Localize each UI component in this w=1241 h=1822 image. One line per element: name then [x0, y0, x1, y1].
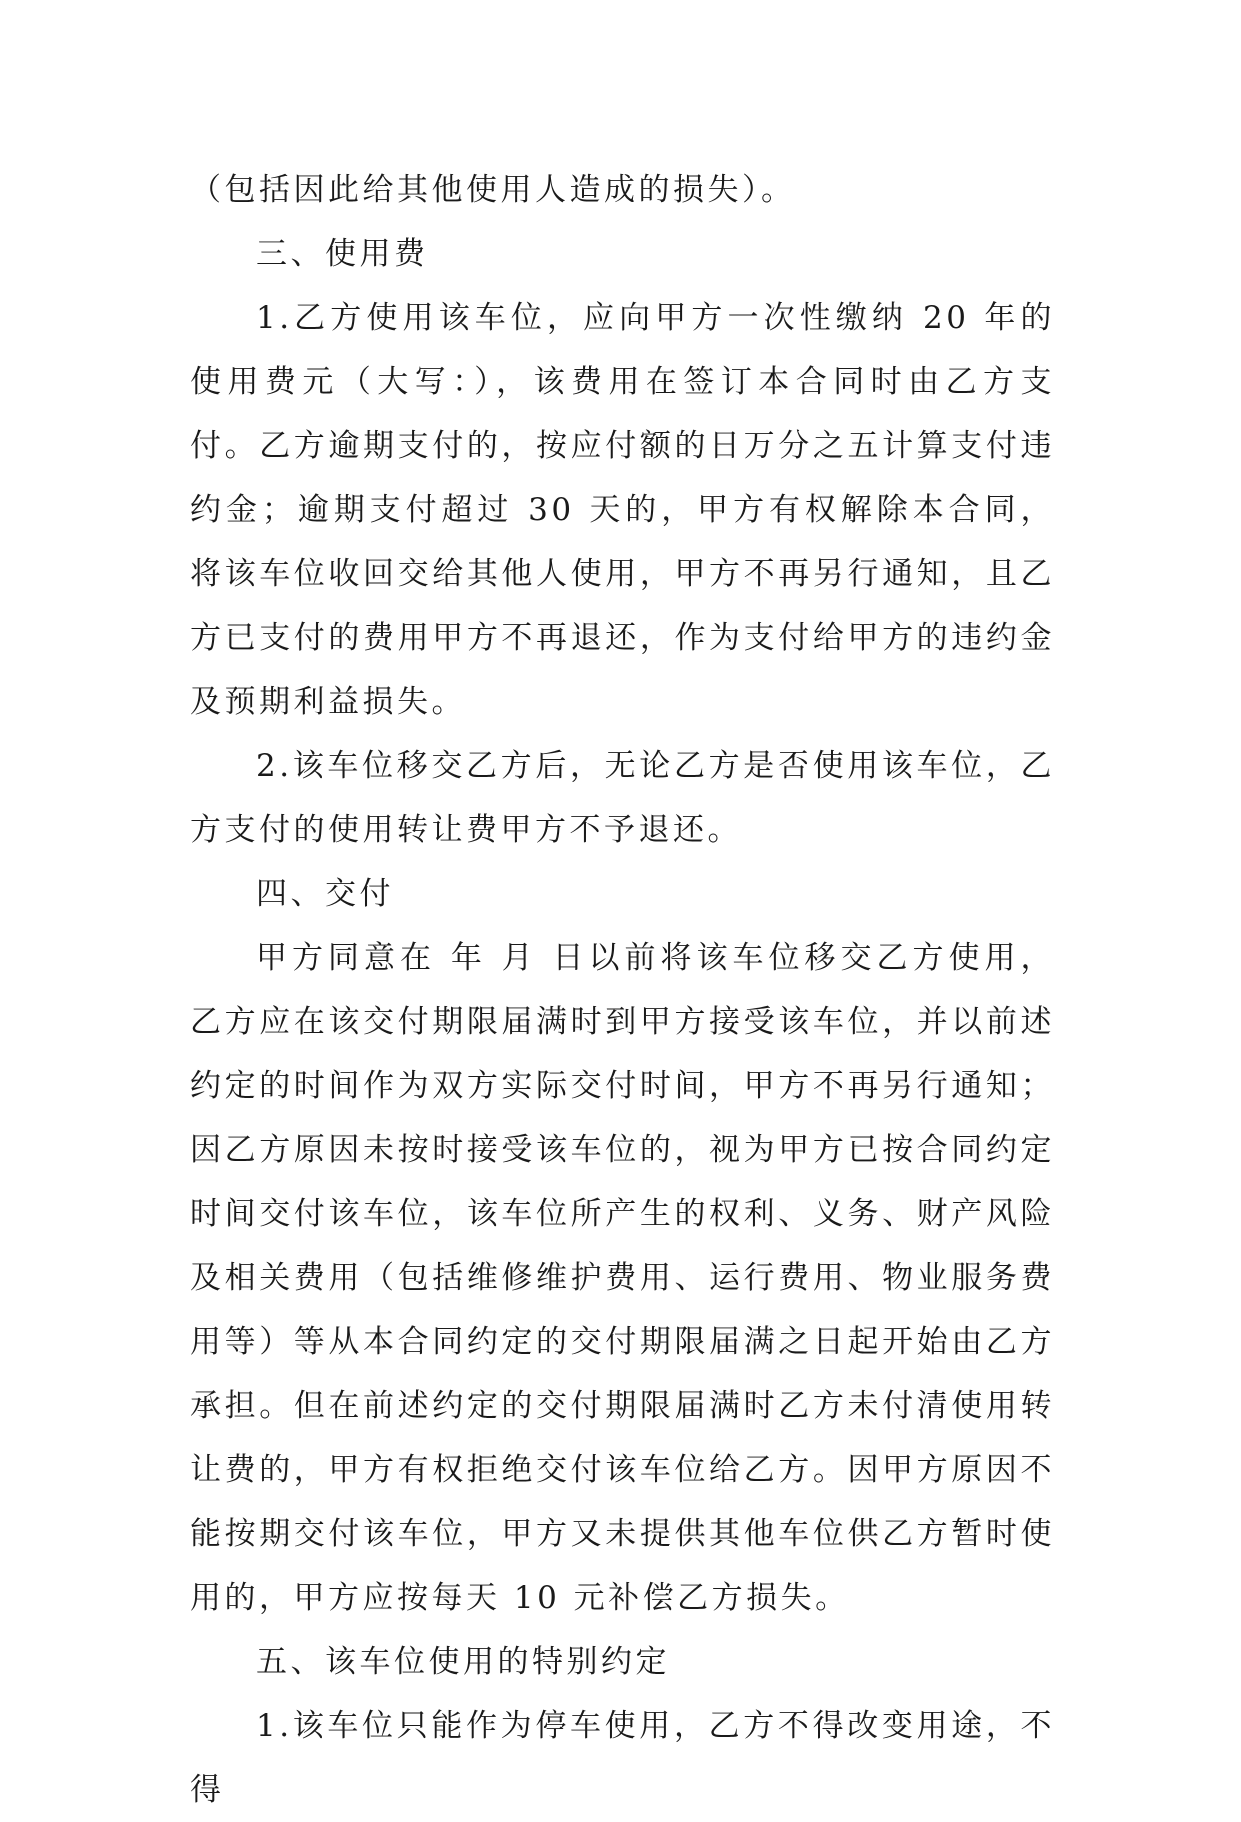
- clause-parking-only: 1.该车位只能作为停车使用，乙方不得改变用途，不得: [190, 1708, 1055, 1808]
- clause-delivery-terms: 甲方同意在 年 月 日以前将该车位移交乙方使用，乙方应在该交付期限届满时到甲方接受该车位，并以前述约定的时间作为双方实际交付时间，甲方不再另行通知；因乙方原因未按时接受该车位的，视为甲方已按合同约定时间交付该车位，该车位所产生的权利、义务、财产风险及相关费用（包括维修维护费用、运行费用、物业服务费用等）等从本合同约定的交付期限届满之日起开始由乙方承担。但在前述约定的交付期限届满时乙方未付清使用转让费的，甲方有权拒绝交付该车位给乙方。因甲方原因不能按期交付该车位，甲方又未提供其他车位供乙方暂时使用的，甲方应按每天 10 元补偿乙方损失。: [190, 940, 1055, 1616]
- section-heading-delivery: 四、交付: [256, 876, 394, 912]
- section-heading-usage-fee: 三、使用费: [256, 236, 429, 272]
- paragraph-continuation: （包括因此给其他使用人造成的损失）。: [190, 172, 796, 208]
- document-body: [190, 158, 1055, 1822]
- clause-usage-fee-payment: 1.乙方使用该车位，应向甲方一次性缴纳 20 年的使用费元（大写：），该费用在签订本合同时由乙方支付。乙方逾期支付的，按应付额的日万分之五计算支付违约金；逾期支付超过 30 天的，甲方有权解除本合同，将该车位收回交给其他人使用，甲方不再另行通知，且乙方已支付的费用甲方不再退还，作为支付给甲方的违约金及预期利益损失。: [190, 300, 1055, 720]
- section-heading-special-terms: 五、该车位使用的特别约定: [256, 1644, 670, 1680]
- clause-no-refund: 2.该车位移交乙方后，无论乙方是否使用该车位，乙方支付的使用转让费甲方不予退还。: [190, 748, 1055, 848]
